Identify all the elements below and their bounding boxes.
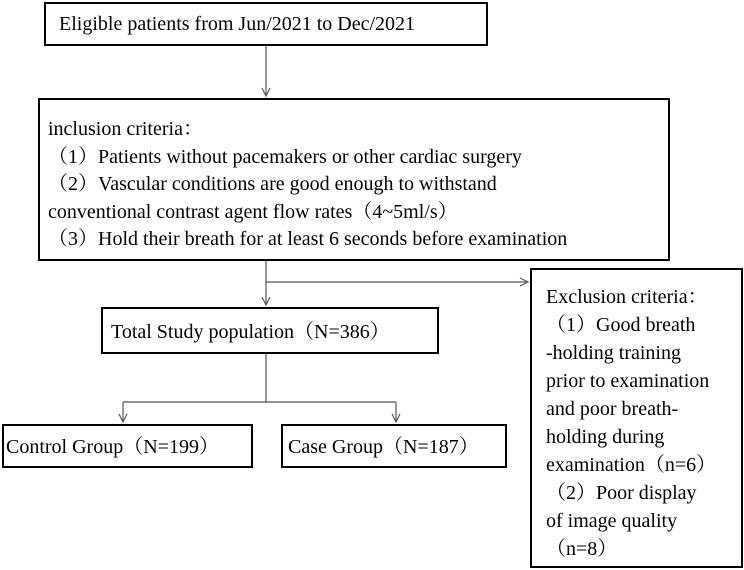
inclusion-criteria-item: （1）Patients without pacemakers or other cardiac surgery <box>48 145 522 168</box>
exclusion-criteria-line: prior to examination <box>546 370 710 392</box>
control-group-text: Control Group（N=199） <box>6 436 219 458</box>
exclusion-criteria-line: （1）Good breath <box>546 314 696 336</box>
inclusion-criteria-box <box>38 98 670 261</box>
inclusion-criteria-item: conventional contrast agent flow rates（4~5ml/s） <box>48 200 458 223</box>
inclusion-criteria-title: inclusion criteria： <box>48 118 203 140</box>
exclusion-criteria-line: （2）Poor display <box>546 482 697 504</box>
exclusion-criteria-line: of image quality <box>546 510 678 532</box>
exclusion-criteria-line: and poor breath- <box>546 398 679 420</box>
exclusion-criteria-line: （n=8） <box>546 538 618 560</box>
exclusion-criteria-line: -holding training <box>546 342 681 364</box>
exclusion-criteria-box <box>530 268 743 568</box>
total-study-population-box <box>101 307 439 354</box>
inclusion-criteria-item: （3）Hold their breath for at least 6 seconds before examination <box>48 228 568 250</box>
eligible-patients-text: Eligible patients from Jun/2021 to Dec/2021 <box>59 13 416 35</box>
case-group-text: Case Group（N=187） <box>288 436 479 458</box>
exclusion-criteria-title: Exclusion criteria： <box>546 286 708 308</box>
eligible-patients-box <box>44 2 488 46</box>
total-study-population-text: Total Study population（N=386） <box>111 321 390 343</box>
inclusion-criteria-item: （2）Vascular conditions are good enough to withstand <box>48 173 497 195</box>
case-group-box <box>281 424 507 468</box>
exclusion-criteria-line: holding during <box>546 426 665 448</box>
control-group-box <box>2 424 253 468</box>
exclusion-criteria-line: examination（n=6） <box>546 454 717 476</box>
